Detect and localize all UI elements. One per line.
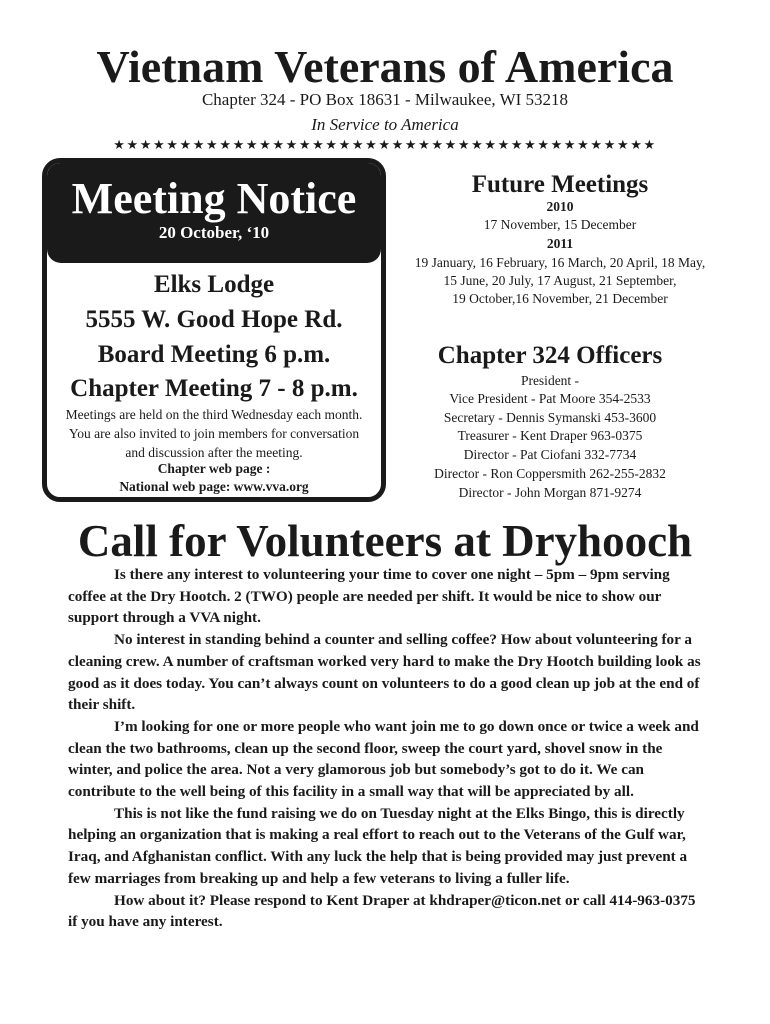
future-year-2010: 2010 — [546, 199, 574, 214]
future-dates-2011-line3: 19 October,16 November, 21 December — [452, 291, 668, 306]
officer-director: Director - Pat Ciofani 332-7734 — [463, 447, 637, 462]
officer-director: Director - John Morgan 871-9274 — [458, 485, 642, 500]
star-divider: ★★★★★★★★★★★★★★★★★★★★★★★★★★★★★★★★★★★★★★★★★ — [113, 138, 657, 153]
officers-title: Chapter 324 Officers — [437, 342, 663, 369]
chapter-address: Chapter 324 - PO Box 18631 - Milwaukee, WI 53218 — [201, 90, 569, 109]
newsletter-title: Vietnam Veterans of America — [96, 41, 674, 92]
meeting-notice-title: Meeting Notice — [71, 174, 357, 223]
article-paragraph: Is there any interest to volunteering your time to cover one night – 5pm – 9pm serving coffee at the Dry Hootch. 2 (TWO) people are needed per shift. It would be nice to show our support through a VVA night. — [68, 566, 670, 627]
future-dates-2010: 17 November, 15 December — [483, 217, 637, 232]
future-dates-2011-line1: 19 January, 16 February, 16 March, 20 April, 18 May, — [414, 255, 706, 270]
officer-president: President - — [520, 373, 580, 388]
officer-secretary: Secretary - Dennis Symanski 453-3600 — [443, 410, 657, 425]
article-paragraph: No interest in standing behind a counter and selling coffee? How about volunteering for a cleaning crew. A number of craftsman worked very hard to make the Dry Hootch building look as good as it does today. You can’t always count on volunteers to do a good clean up job at the end of their shift. — [68, 631, 701, 714]
meeting-date: 20 October, ‘10 — [158, 223, 270, 242]
officer-director: Director - Ron Coppersmith 262-255-2832 — [434, 466, 666, 481]
article-paragraph: I’m looking for one or more people who want join me to go down once or twice a week and clean the two bathrooms, clean up the second floor, sweep the court yard, shovel snow in the winter, and police the area. Not a very glamorous job but somebody’s got to do it. We can contribute to the well being of this facility in a small way that will be appreciated by all. — [68, 717, 699, 801]
chapter-web-page: Chapter web page : — [157, 461, 271, 476]
article-body — [68, 564, 708, 933]
article-paragraph: How about it? Please respond to Kent Draper at khdraper@ticon.net or call 414-963-0375 if you have any interest. — [68, 891, 696, 931]
meeting-notice-header — [47, 163, 381, 263]
future-dates-2011-line2: 15 June, 20 July, 17 August, 21 September, — [443, 273, 677, 288]
motto: In Service to America — [311, 115, 459, 134]
officer-vice-president: Vice President - Pat Moore 354-2533 — [449, 391, 651, 406]
location-address: 5555 W. Good Hope Rd. — [85, 306, 343, 333]
officer-treasurer: Treasurer - Kent Draper 963-0375 — [457, 428, 643, 443]
article-title: Call for Volunteers at Dryhooch — [77, 516, 693, 566]
article-paragraph: This is not like the fund raising we do on Tuesday night at the Elks Bingo, this is directly helping an organization that is making a real effort to reach out to the Veterans of the Gulf war, Iraq, and Afghanistan conflict. With any luck the help that is being provided may just prevent a few marriages from breaking up and help a few veterans to living a fuller life. — [68, 804, 688, 887]
meeting-notice-box — [42, 158, 386, 502]
chapter-meeting-time: Chapter Meeting 7 - 8 p.m. — [70, 375, 358, 402]
location-name: Elks Lodge — [153, 271, 275, 298]
future-meetings-title: Future Meetings — [471, 171, 649, 198]
board-meeting-time: Board Meeting 6 p.m. — [97, 341, 331, 368]
meeting-note: Meetings are held on the third Wednesday each month. You are also invited to join members for conversation and discussion after the meeting. — [65, 407, 363, 460]
national-web-page: National web page: www.vva.org — [119, 479, 309, 494]
future-year-2011: 2011 — [546, 236, 574, 251]
